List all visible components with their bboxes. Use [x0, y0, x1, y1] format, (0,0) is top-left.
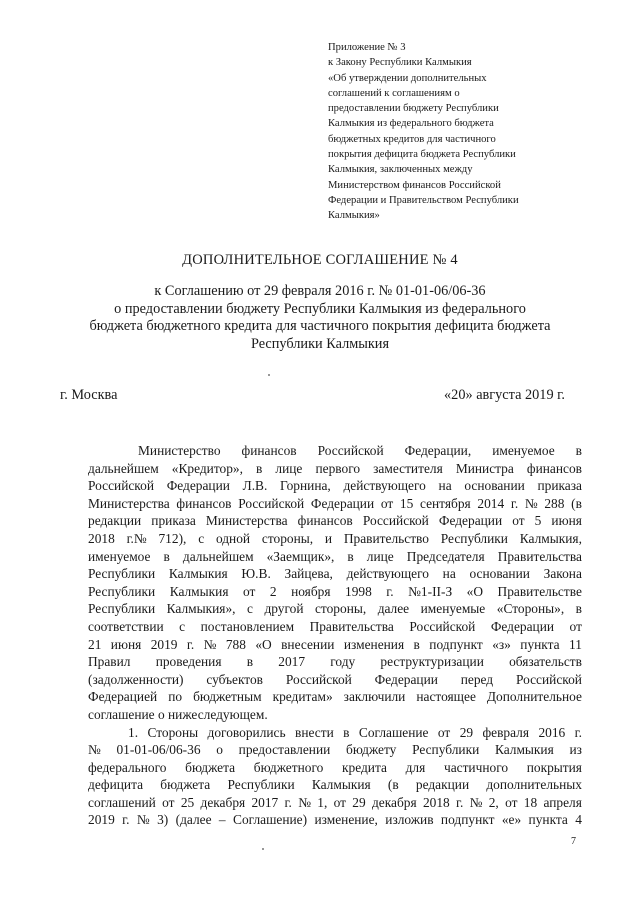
appendix-line: соглашений к соглашениям о [328, 87, 460, 99]
paragraph-line: Республики Калмыкия Ю.В. Зайцева, действующего на основании Закона [88, 566, 582, 582]
appendix-line: бюджетных кредитов для частичного [328, 133, 496, 145]
paragraph-line: № 01-01-06/06-36 о предоставлении бюджету Республики Калмыкия из [88, 742, 582, 758]
paragraph-line: Российской Федерации Л.В. Горнина, действующего на основании приказа [88, 478, 582, 494]
paragraph-line: 1. Стороны договорились внести в Соглашение от 29 февраля 2016 г. [128, 724, 582, 740]
paragraph-line: (задолженности) субъектов Российской Федерации перед Российской [88, 671, 582, 687]
paragraph-line: дальнейшем «Кредитор», в лице первого заместителя Министра финансов [88, 460, 582, 476]
document-subtitle [60, 283, 580, 353]
paragraph-line: 2018 г.№ 712), с одной стороны, и Правительство Республики Калмыкия, [88, 530, 582, 546]
paragraph-line: Республики Калмыкия от 2 ноября 1998 г. №1-II-З «О Правительстве [88, 583, 582, 599]
preamble-paragraph [88, 442, 582, 724]
paragraph-line: дефицита бюджета Республики Калмыкия (в редакции дополнительных [88, 777, 582, 793]
appendix-line: Калмыкия, заключенных между [328, 164, 473, 176]
subtitle-line: Республики Калмыкия [250, 335, 390, 352]
paragraph-line: Республики Калмыкия», с другой стороны, далее именуемые «Стороны», в [88, 601, 582, 617]
paragraph-line: Министерство финансов Российской Федерации, именуемое в [138, 443, 582, 458]
paragraph-line: Правил проведения в 2017 году реструктуризации обязательств [88, 654, 582, 670]
subtitle-line: бюджета бюджетного кредита для частичного покрытия дефицита бюджета [89, 318, 551, 334]
scan-speck [262, 848, 264, 850]
signing-city: г. Москва [60, 387, 118, 403]
page-number: 7 [571, 836, 576, 847]
document-body [88, 442, 582, 829]
clause-1-paragraph [88, 724, 582, 830]
paragraph-line: соответствии с постановлением Правительства Российской Федерации от [88, 618, 582, 634]
appendix-line: Федерации и Правительством Республики [328, 194, 519, 206]
paragraph-line: Федерацией по бюджетным кредитам» заключили настоящее Дополнительное [88, 689, 582, 705]
appendix-note [328, 40, 578, 224]
subtitle-line: к Соглашению от 29 февраля 2016 г. № 01-01-06/06-36 [154, 283, 486, 299]
document-title: ДОПОЛНИТЕЛЬНОЕ СОГЛАШЕНИЕ № 4 [182, 252, 458, 268]
paragraph-line: 21 июня 2019 г. № 788 «О внесении изменения в подпункт «з» пункта 11 [88, 636, 582, 652]
appendix-line: Калмыкия» [328, 210, 380, 222]
appendix-line: Калмыкия из федерального бюджета [328, 118, 494, 130]
paragraph-line: федерального бюджета бюджетного кредита для частичного покрытия [88, 759, 582, 775]
subtitle-line: о предоставлении бюджету Республики Калмыкия из федерального [114, 300, 526, 317]
paragraph-line: соглашений от 25 декабря 2017 г. № 1, от 29 декабря 2018 г. № 2, от 18 апреля [88, 794, 582, 810]
appendix-line: предоставлении бюджету Республики [328, 103, 499, 115]
signing-date: «20» августа 2019 г. [444, 387, 565, 403]
paragraph-line: соглашение о нижеследующем. [88, 706, 268, 722]
appendix-line: Министерством финансов Российской [328, 179, 501, 191]
appendix-line: Приложение № 3 [328, 42, 406, 53]
paragraph-line: 2019 г. № 3) (далее – Соглашение) изменение, изложив подпункт «е» пункта 4 [88, 812, 582, 828]
paragraph-line: Министерства финансов Российской Федерации от 15 сентября 2014 г. № 288 (в [88, 495, 582, 511]
paragraph-line: редакции приказа Министерства финансов Российской Федерации от 5 июня [88, 513, 582, 529]
appendix-line: к Закону Республики Калмыкия [328, 57, 472, 69]
appendix-line: «Об утверждении дополнительных [328, 72, 487, 84]
appendix-line: покрытия дефицита бюджета Республики [328, 149, 516, 161]
paragraph-line: именуемое в дальнейшем «Заемщик», в лице Председателя Правительства [88, 548, 582, 564]
scan-speck [268, 374, 270, 376]
